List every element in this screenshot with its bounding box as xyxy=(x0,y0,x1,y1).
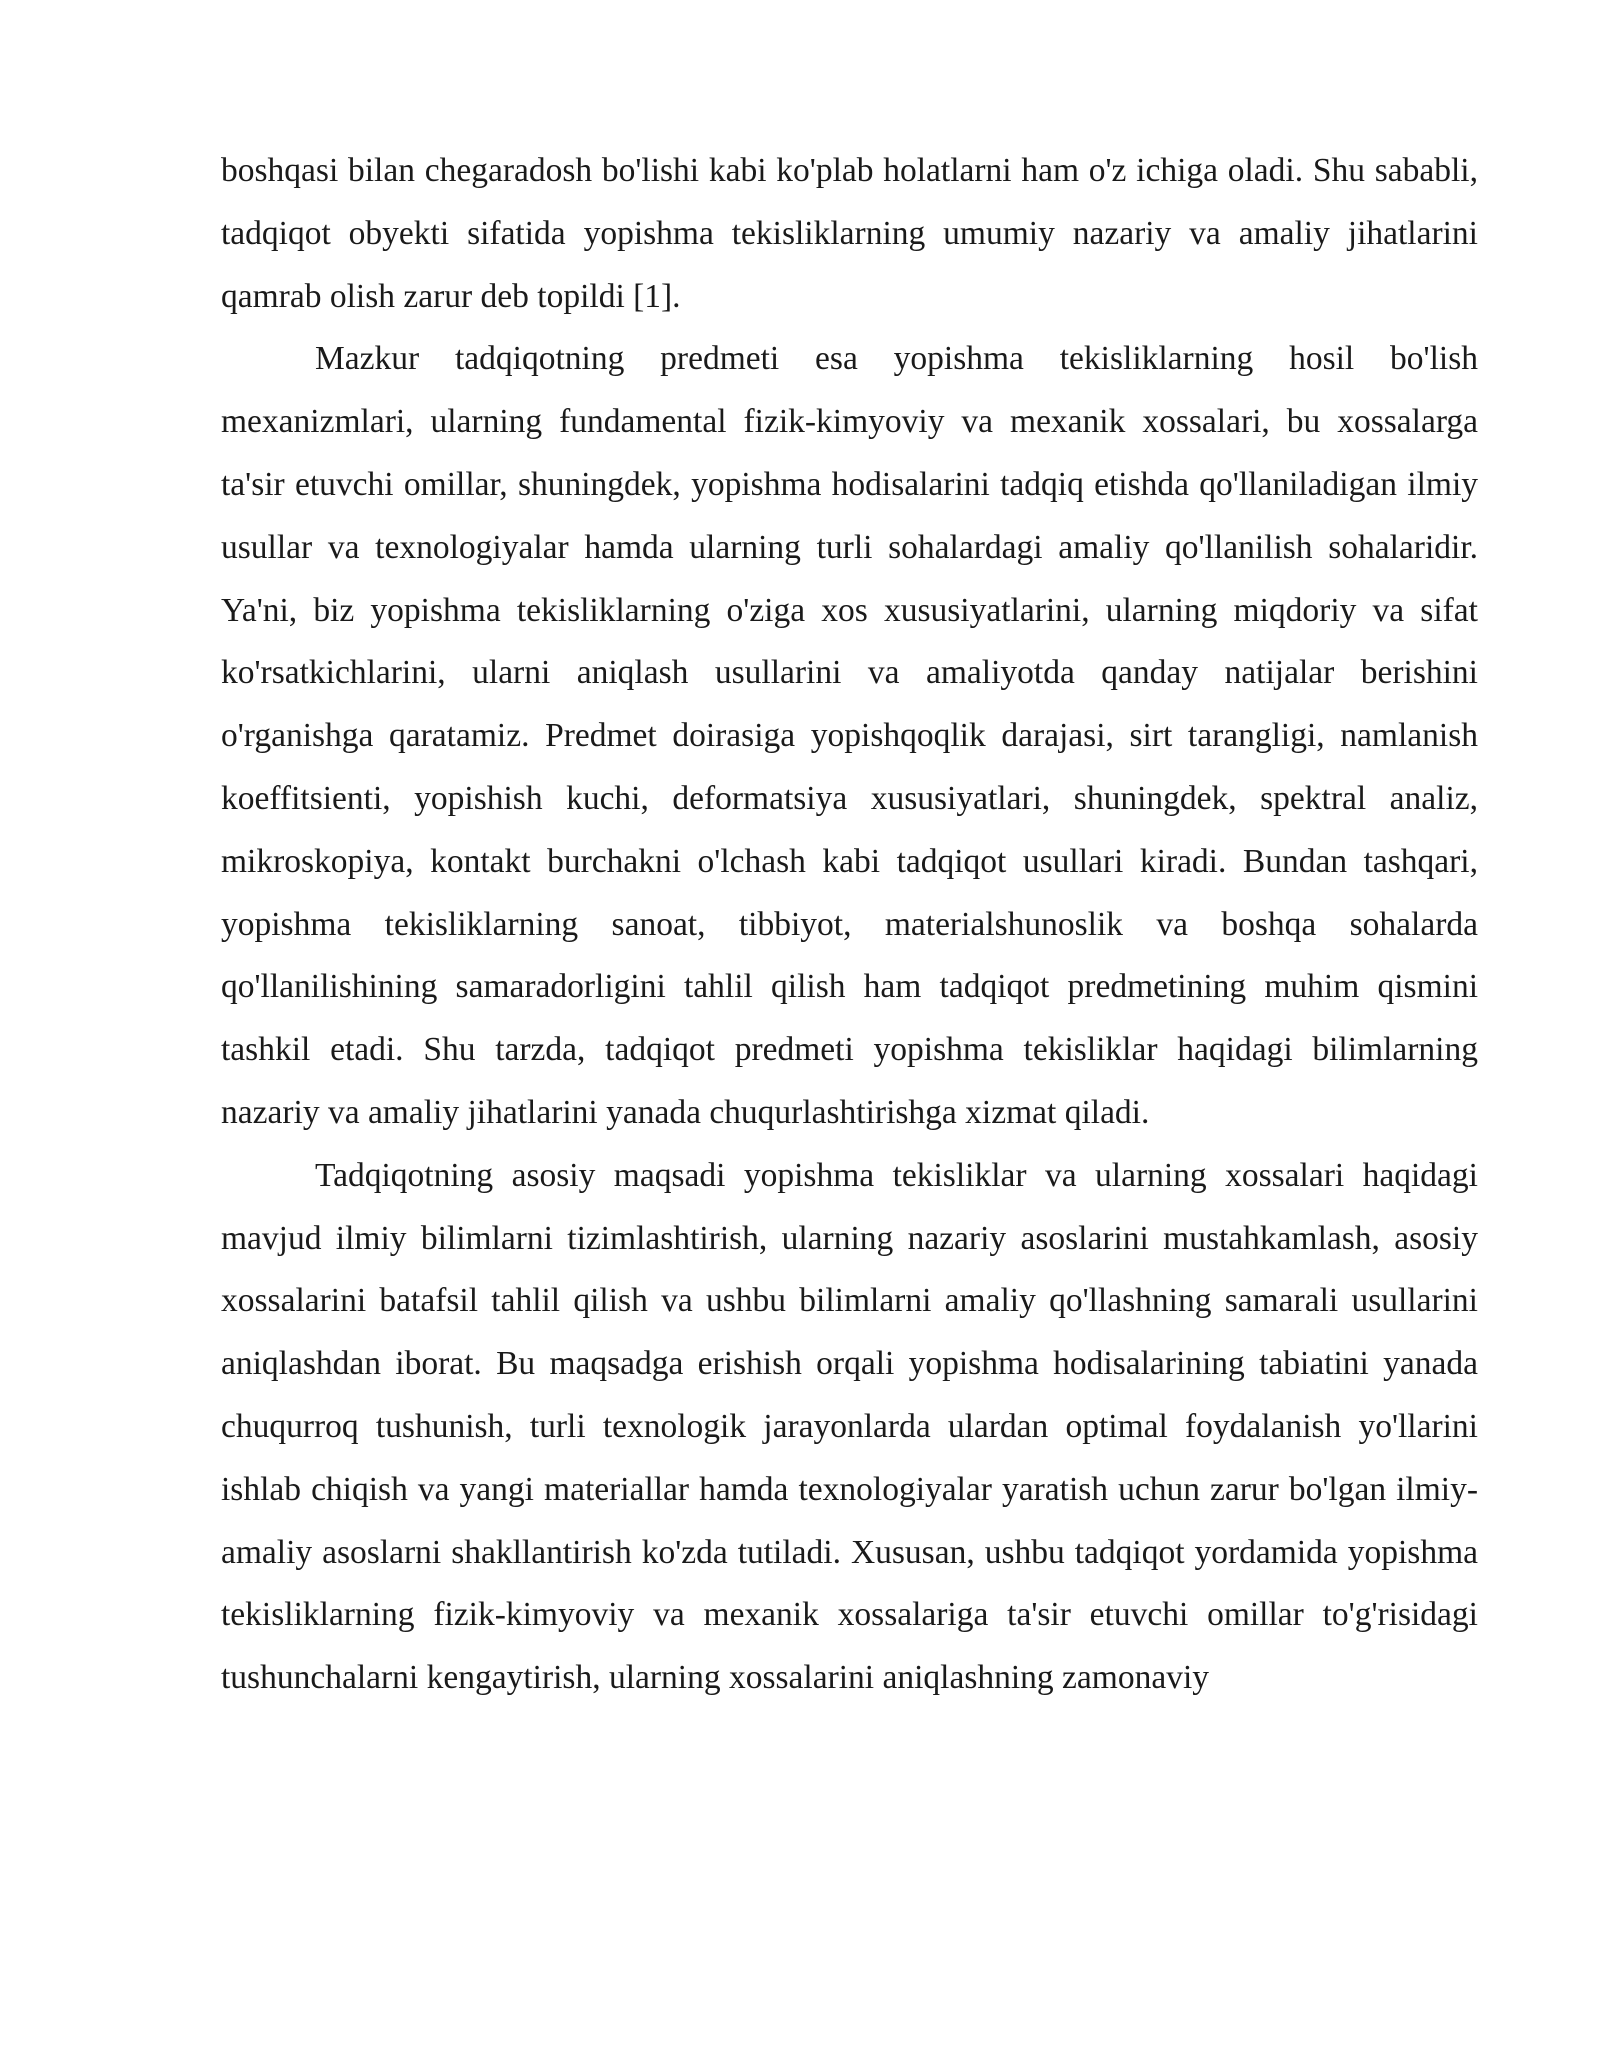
body-text xyxy=(221,140,1478,1710)
paragraph-continued: boshqasi bilan chegaradosh bo'lishi kabi ko'plab holatlarni ham o'z ichiga oladi. Shu sababli, tadqiqot obyekti sifatida yopishma tekisliklarning umumiy nazariy va amaliy jihatlarini qamrab olish zarur deb topildi [1]. xyxy=(221,152,1478,315)
paragraph-research-goal: Tadqiqotning asosiy maqsadi yopishma tekisliklar va ularning xossalari haqidagi mavjud ilmiy bilimlarni tizimlashtirish, ularning nazariy asoslarini mustahkamlash, asosiy xossalarini batafsil tahlil qilish va ushbu bilimlarni amaliy qo'llashning samarali usullarini aniqlashdan iborat. Bu maqsadga erishish orqali yopishma hodisalarining tabiatini yanada chuqurroq tushunish, turli texnologik jarayonlarda ulardan optimal foydalanish yo'llarini ishlab chiqish va yangi materiallar hamda texnologiyalar yaratish uchun zarur bo'lgan ilmiy-amaliy asoslarni shakllantirish ko'zda tutiladi. Xususan, ushbu tadqiqot yordamida yopishma tekisliklarning fizik-kimyoviy va mexanik xossalariga ta'sir etuvchi omillar to'g'risidagi tushunchalarni kengaytirish, ularning xossalarini aniqlashning zamonaviy xyxy=(221,1156,1478,1697)
paragraph-research-subject: Mazkur tadqiqotning predmeti esa yopishma tekisliklarning hosil bo'lish mexanizmlari, ularning fundamental fizik-kimyoviy va mexanik xossalari, bu xossalarga ta'sir etuvchi omillar, shuningdek, yopishma hodisalarini tadqiq etishda qo'llaniladigan ilmiy usullar va texnologiyalar hamda ularning turli sohalardagi amaliy qo'llanilish sohalaridir. Ya'ni, biz yopishma tekisliklarning o'ziga xos xususiyatlarini, ularning miqdoriy va sifat ko'rsatkichlarini, ularni aniqlash usullarini va amaliyotda qanday natijalar berishini o'rganishga qaratamiz. Predmet doirasiga yopishqoqlik darajasi, sirt tarangligi, namlanish koeffitsienti, yopishish kuchi, deformatsiya xususiyatlari, shuningdek, spektral analiz, mikroskopiya, kontakt burchakni o'lchash kabi tadqiqot usullari kiradi. Bundan tashqari, yopishma tekisliklarning sanoat, tibbiyot, materialshunoslik va boshqa sohalarda qo'llanilishining samaradorligini tahlil qilish ham tadqiqot predmetining muhim qismini tashkil etadi. Shu tarzda, tadqiqot predmeti yopishma tekisliklar haqidagi bilimlarning nazariy va amaliy jihatlarini yanada chuqurlashtirishga xizmat qiladi. xyxy=(221,340,1478,1131)
